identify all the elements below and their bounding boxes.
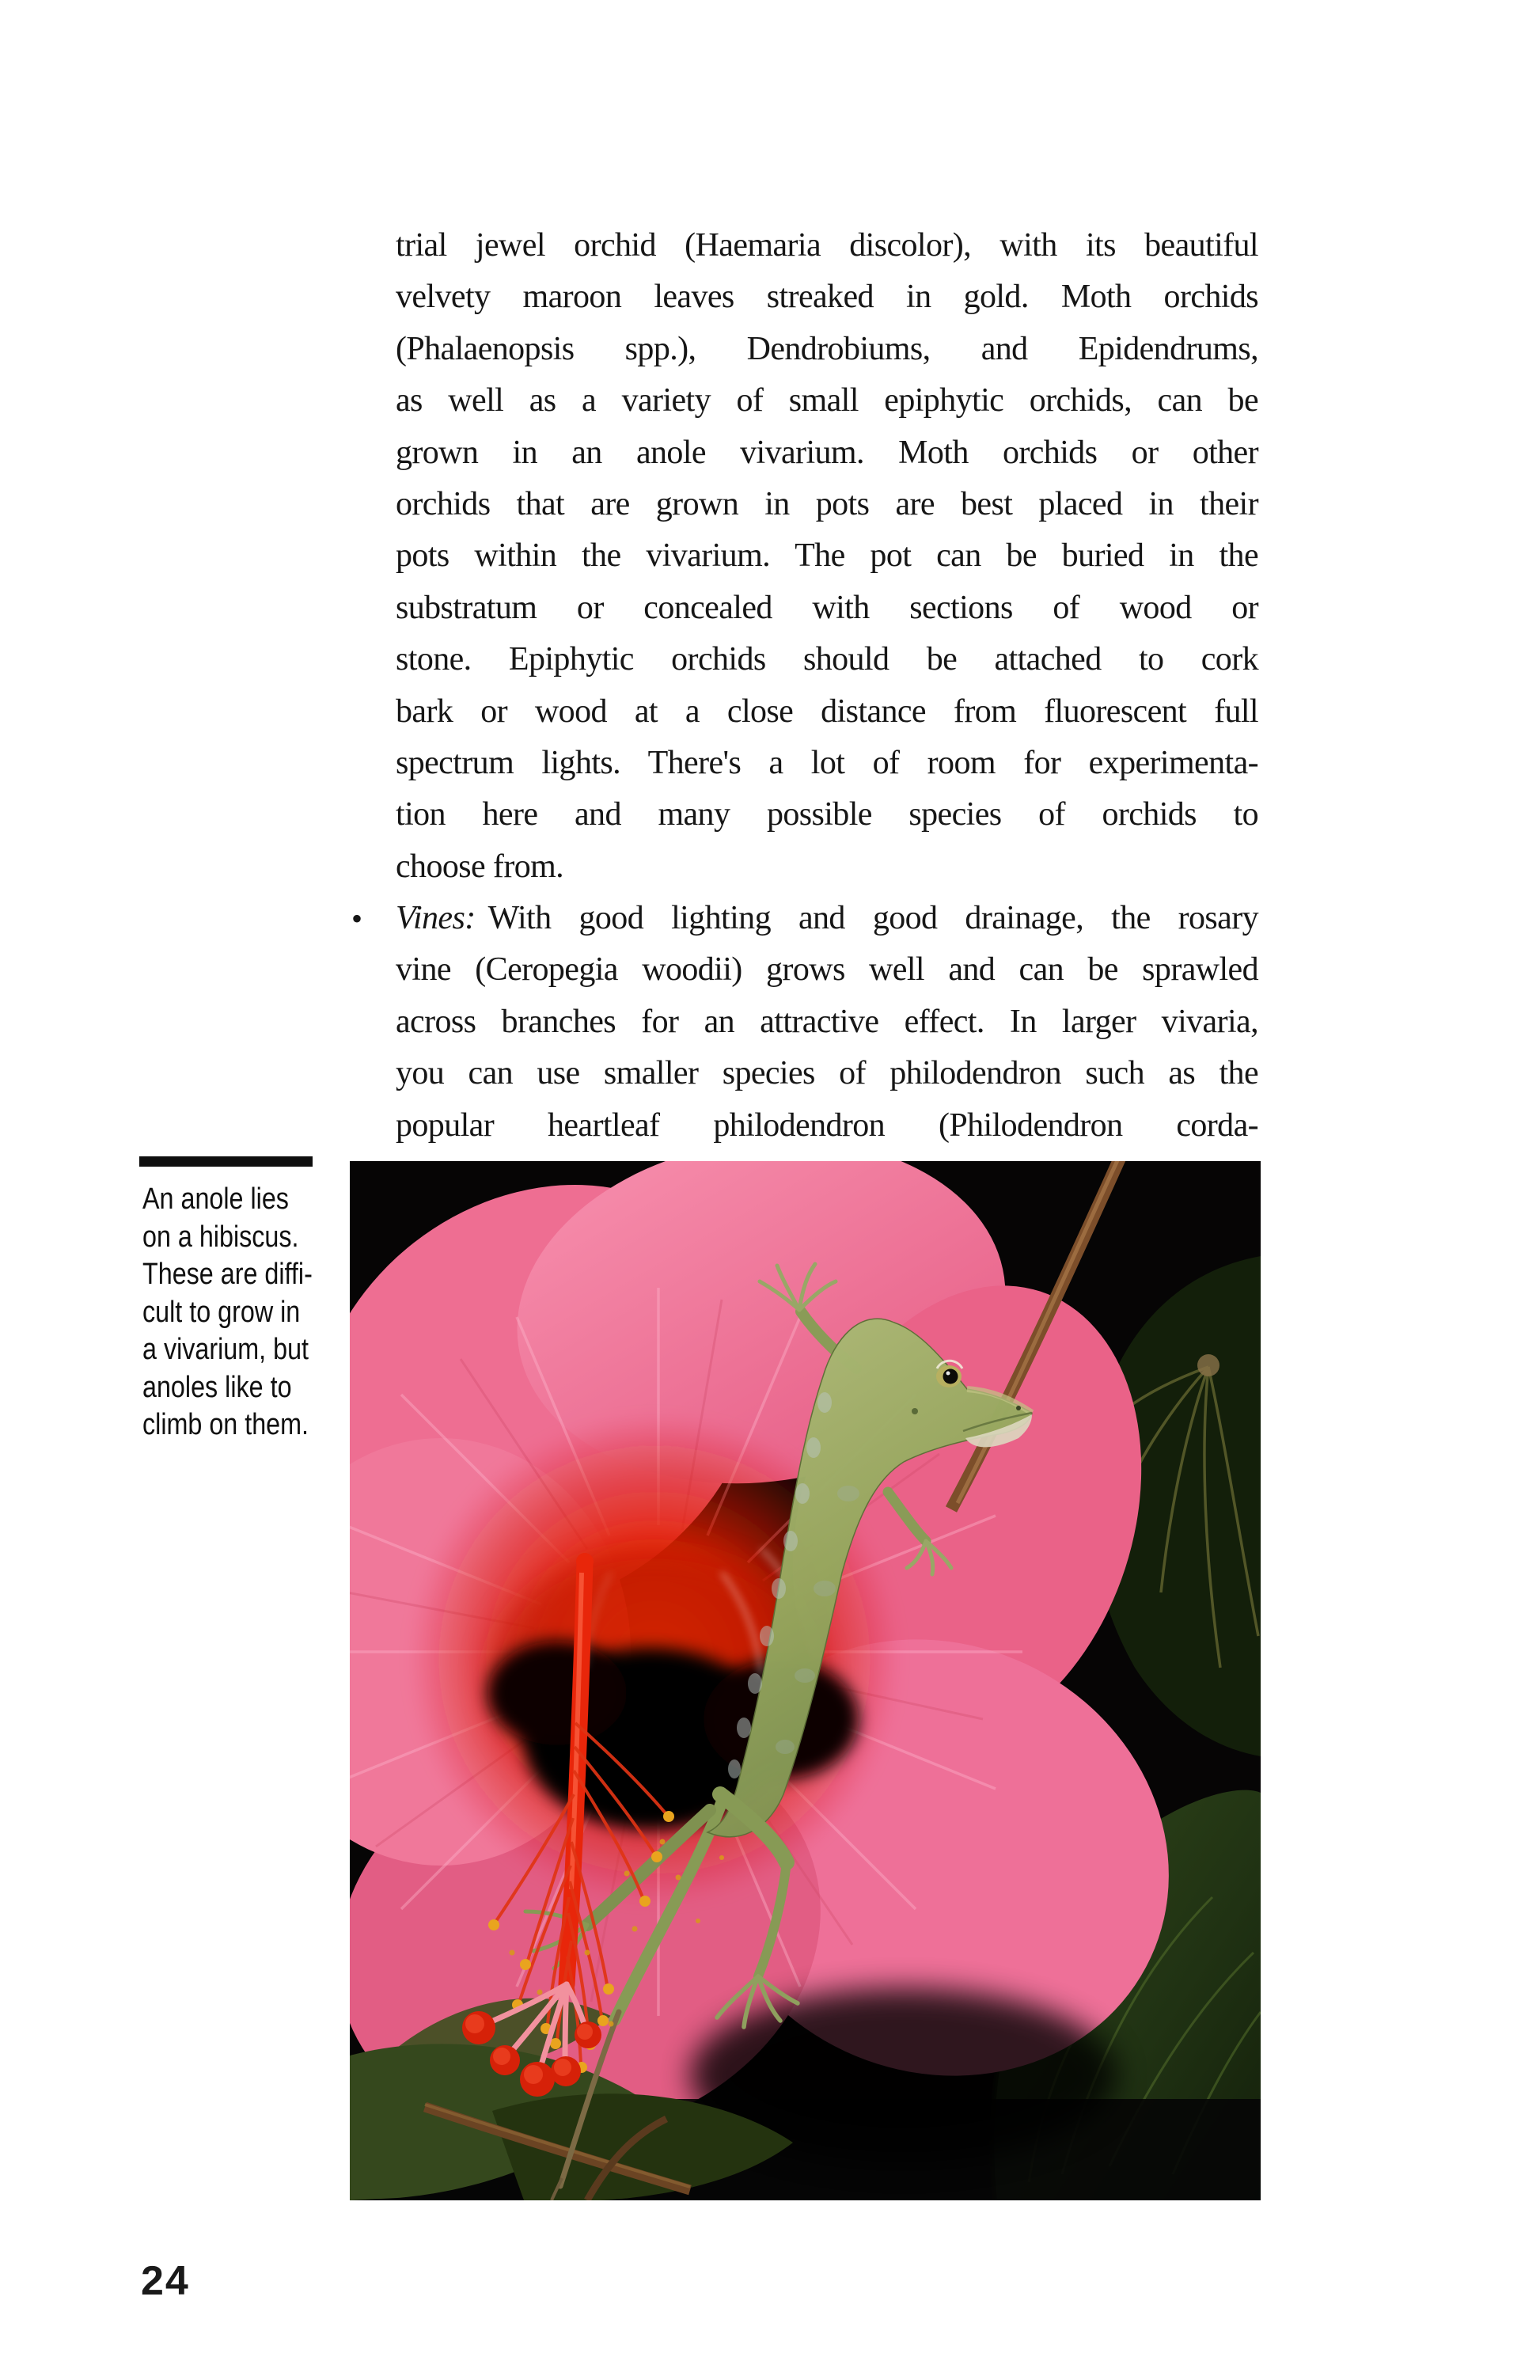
body-line: tion here and many possible species of orchids to <box>396 796 1258 833</box>
bullet-line: you can use smaller species of philodendron such as the <box>396 1055 1258 1092</box>
body-line: grown in an anole vivarium. Moth orchids or other <box>396 434 1258 471</box>
bullet-text: With good lighting and good drainage, the rosary <box>487 900 1258 937</box>
bullet-line: popular heartleaf philodendron (Philodendron corda- <box>396 1106 1258 1144</box>
anole-hibiscus-illustration <box>350 1161 1261 2200</box>
caption-line: anoles like to <box>142 1370 292 1404</box>
bullet-item-first-line <box>351 893 1258 944</box>
bullet-line: vine (Ceropegia woodii) grows well and can be sprawled <box>396 951 1258 989</box>
caption-line: climb on them. <box>142 1408 309 1441</box>
body-line: orchids that are grown in pots are best placed in their <box>396 485 1258 522</box>
body-line: velvety maroon leaves streaked in gold. Moth orchids <box>396 279 1258 316</box>
caption-rule <box>139 1156 313 1167</box>
bullet-line: across branches for an attractive effect. In larger vivaria, <box>396 1003 1258 1040</box>
caption-line: a vivarium, but <box>142 1333 309 1366</box>
body-line: spectrum lights. There's a lot of room for experimenta- <box>396 744 1258 781</box>
body-line: (Phalaenopsis spp.), Dendrobiums, and Epidendrums, <box>396 330 1258 367</box>
bullet-marker: • <box>351 901 362 937</box>
body-line: pots within the vivarium. The pot can be buried in the <box>396 537 1258 575</box>
caption-line: An anole lies <box>142 1182 289 1216</box>
body-line: trial jewel orchid (Haemaria discolor), with its beautiful <box>396 227 1258 264</box>
caption-line: These are diffi- <box>142 1258 313 1291</box>
body-line: bark or wood at a close distance from fluorescent full <box>396 693 1258 730</box>
body-line: choose from. <box>396 848 564 885</box>
bullet-label: Vines: <box>396 900 476 937</box>
caption-line: on a hibiscus. <box>142 1220 299 1254</box>
body-line: stone. Epiphytic orchids should be attached to cork <box>396 641 1258 678</box>
anole-hibiscus-photo <box>350 1161 1261 2200</box>
caption-line: cult to grow in <box>142 1295 301 1329</box>
photo-caption <box>142 1181 344 1444</box>
body-text-block <box>351 220 1258 1152</box>
body-line: substratum or concealed with sections of wood or <box>396 589 1258 626</box>
page-number: 24 <box>141 2258 190 2304</box>
body-line: as well as a variety of small epiphytic orchids, can be <box>396 382 1258 419</box>
